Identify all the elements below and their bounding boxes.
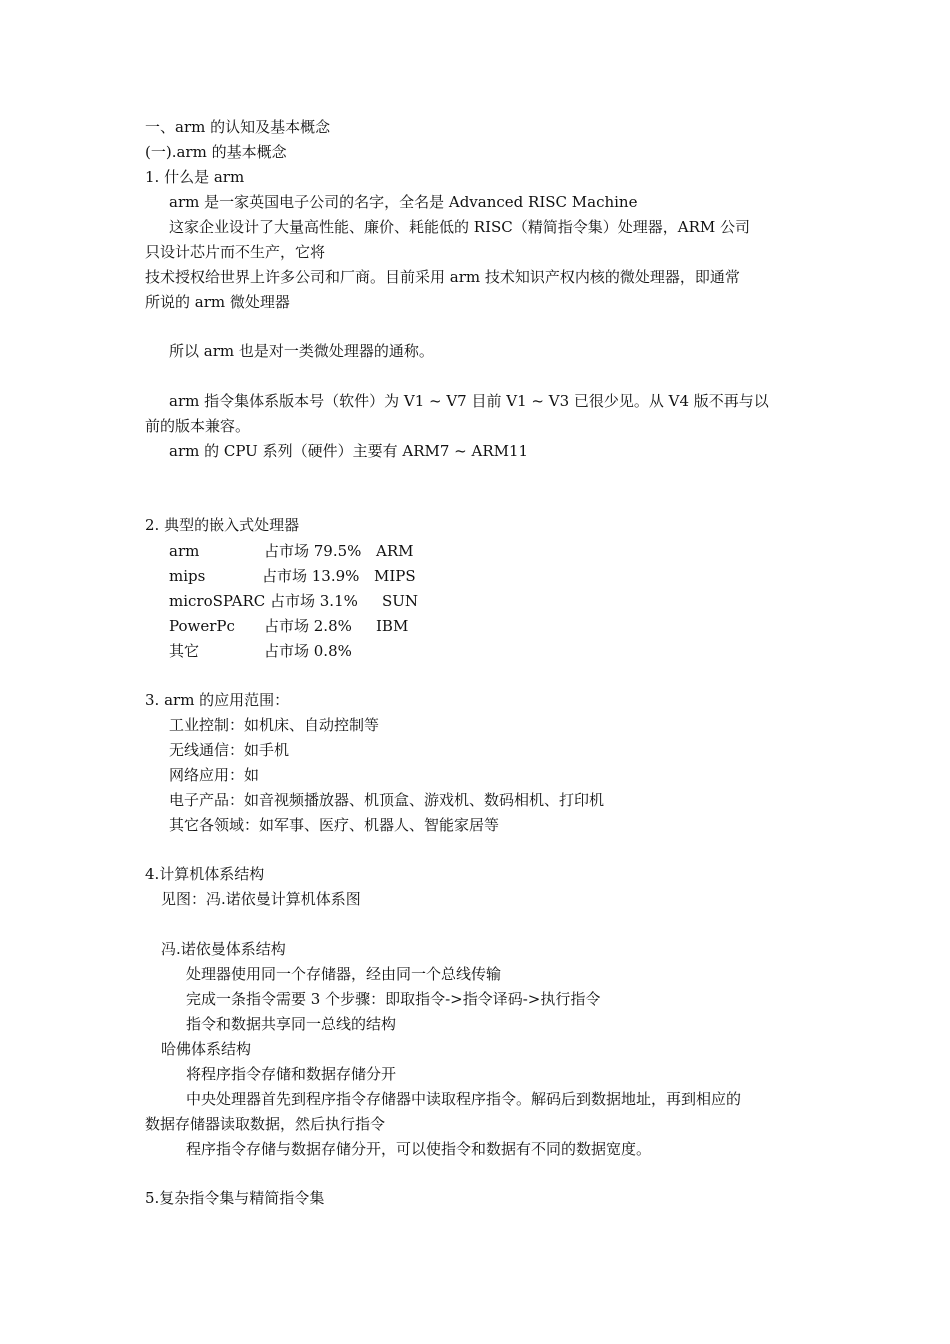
company: IBM (376, 617, 409, 635)
list-item: 其它各领域：如军事、医疗、机器人、智能家居等 (169, 816, 500, 834)
list-item: 工业控制：如机床、自动控制等 (169, 716, 380, 734)
paragraph: arm 是一家英国电子公司的名字，全名是 Advanced RISC Machine (169, 193, 638, 211)
list-item: 程序指令存储与数据存储分开，可以使指令和数据有不同的数据宽度。 (186, 1140, 652, 1158)
list-item: 处理器使用同一个存储器，经由同一个总线传输 (186, 965, 502, 983)
processor-name: PowerPc (169, 617, 235, 635)
paragraph: 技术授权给世界上许多公司和厂商。目前采用 arm 技术知识产权内核的微处理器，即通常 (145, 268, 740, 286)
paragraph: 这家企业设计了大量高性能、廉价、耗能低的 RISC（精简指令集）处理器，ARM 公司 (169, 218, 750, 236)
processor-name: microSPARC (169, 592, 266, 610)
processor-name: 其它 (169, 642, 200, 660)
market-share: 占市场 2.8% (264, 617, 352, 635)
subheading-harvard: 哈佛体系结构 (161, 1040, 252, 1058)
section-1-title: 1. 什么是 arm (145, 168, 245, 186)
processor-name: arm (169, 542, 200, 560)
list-item: 电子产品：如音视频播放器、机顶盒、游戏机、数码相机、打印机 (169, 791, 605, 809)
paragraph: arm 的 CPU 系列（硬件）主要有 ARM7 ~ ARM11 (169, 442, 529, 460)
list-item: 中央处理器首先到程序指令存储器中读取程序指令。解码后到数据地址，再到相应的 (186, 1090, 742, 1108)
market-share: 占市场 3.1% (270, 592, 358, 610)
company: SUN (382, 592, 419, 610)
section-2-title: 2. 典型的嵌入式处理器 (145, 516, 300, 534)
section-4-title: 4.计算机体系结构 (145, 865, 265, 883)
paragraph-continued: 只设计芯片而不生产，它将 (145, 243, 326, 261)
section-5-title: 5.复杂指令集与精简指令集 (145, 1189, 325, 1207)
paragraph: 所以 arm 也是对一类微处理器的通称。 (169, 342, 434, 360)
processor-name: mips (169, 567, 206, 585)
company: MIPS (374, 567, 416, 585)
paragraph-continued: 前的版本兼容。 (145, 417, 251, 435)
market-share: 占市场 79.5% (264, 542, 362, 560)
paragraph: arm 指令集体系版本号（软件）为 V1 ~ V7 目前 V1 ~ V3 已很少见。从 V4 版不再与以 (169, 392, 769, 410)
heading-1: 一、arm 的认知及基本概念 (145, 118, 331, 136)
list-item: 将程序指令存储和数据存储分开 (186, 1065, 397, 1083)
company: ARM (376, 542, 414, 560)
list-item: 网络应用：如 (169, 766, 260, 784)
section-3-title: 3. arm 的应用范围： (145, 691, 290, 709)
list-item: 无线通信：如手机 (169, 741, 290, 759)
figure-reference: 见图：冯.诺依曼计算机体系图 (161, 890, 361, 908)
market-share: 占市场 0.8% (264, 642, 352, 660)
list-item: 指令和数据共享同一总线的结构 (186, 1015, 397, 1033)
heading-2: (一).arm 的基本概念 (145, 143, 287, 161)
list-item: 完成一条指令需要 3 个步骤：即取指令->指令译码->执行指令 (186, 990, 601, 1008)
paragraph-continued: 所说的 arm 微处理器 (145, 293, 290, 311)
paragraph-continued: 数据存储器读取数据，然后执行指令 (145, 1115, 386, 1133)
subheading-von-neumann: 冯.诺依曼体系结构 (161, 940, 286, 958)
market-share: 占市场 13.9% (262, 567, 360, 585)
